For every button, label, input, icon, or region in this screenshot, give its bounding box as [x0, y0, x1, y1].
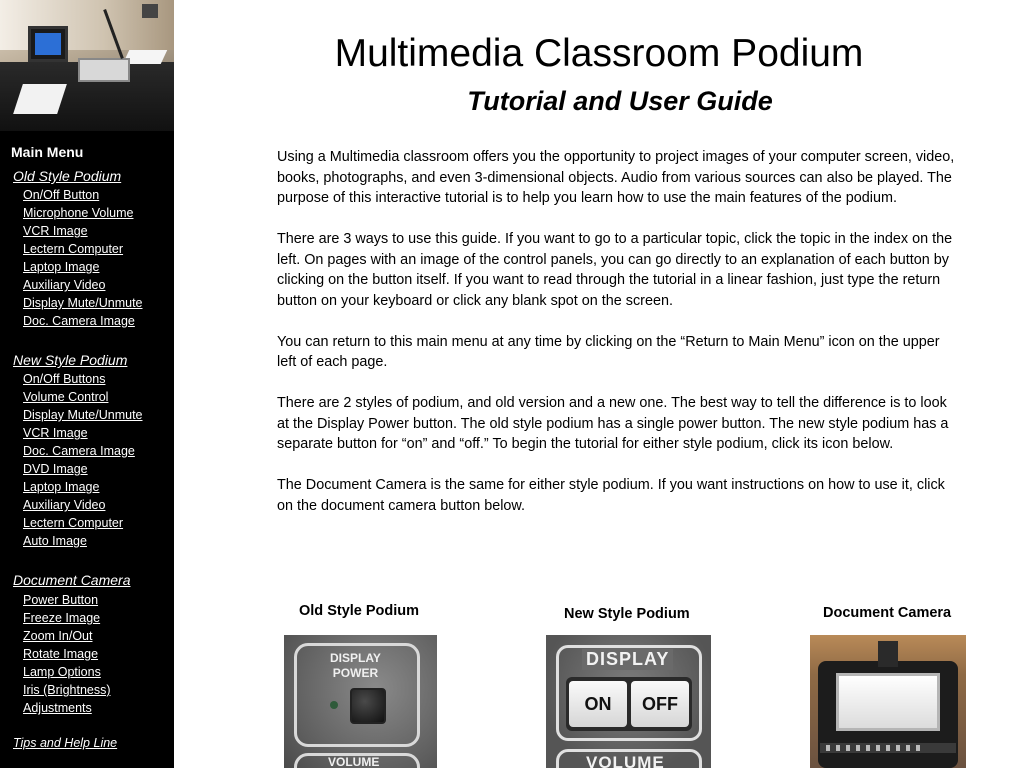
- sidebar-item-display-mute-unmute[interactable]: Display Mute/Unmute: [23, 296, 143, 310]
- new-style-podium-label: New Style Podium: [564, 606, 690, 622]
- old-style-podium-label: Old Style Podium: [299, 603, 420, 619]
- new-style-podium-button[interactable]: [546, 635, 711, 768]
- old-style-podium-button[interactable]: [284, 635, 437, 768]
- page-subtitle: Tutorial and User Guide: [467, 86, 773, 116]
- sidebar-item-power-button[interactable]: Power Button: [23, 593, 99, 607]
- sidebar-item-laptop-image-new[interactable]: Laptop Image: [23, 480, 100, 494]
- sidebar-item-on-off-buttons[interactable]: On/Off Buttons: [23, 372, 106, 386]
- sidebar-item-freeze-image[interactable]: Freeze Image: [23, 611, 101, 625]
- sidebar-item-on-off-button[interactable]: On/Off Button: [23, 188, 100, 202]
- sidebar-item-iris-brightness[interactable]: Iris (Brightness): [23, 683, 111, 697]
- intro-paragraph-2: There are 3 ways to use this guide. If you want to go to a particular topic, click the topic in the index on the left. On pages with an image of the control panels, you can go directly to an explanation of each button by clicking on the button itself. If you want to read through the tutorial in a linear fashion, just type the return button on your keyboard or click any blank spot on the screen.: [277, 231, 953, 309]
- on-button-icon: ON: [569, 681, 627, 727]
- sidebar-section-document-camera[interactable]: Document Camera: [13, 572, 131, 588]
- page-title: Multimedia Classroom Podium: [334, 32, 864, 75]
- sidebar-item-volume-control[interactable]: Volume Control: [23, 390, 109, 404]
- old-display-power-text: DISPLAY POWER: [330, 651, 381, 680]
- document-camera-label: Document Camera: [823, 605, 952, 621]
- sidebar-item-auxiliary-video[interactable]: Auxiliary Video: [23, 278, 106, 292]
- podium-photo: [0, 0, 174, 131]
- sidebar-item-doc-camera-image-new[interactable]: Doc. Camera Image: [23, 444, 135, 458]
- power-led-icon: [330, 701, 338, 709]
- sidebar-item-zoom-in-out[interactable]: Zoom In/Out: [23, 629, 93, 643]
- sidebar-item-dvd-image[interactable]: DVD Image: [23, 462, 88, 476]
- intro-paragraph-5: The Document Camera is the same for either style podium. If you want instructions on how to use it, click on the document camera button below.: [277, 477, 945, 514]
- sidebar-item-laptop-image[interactable]: Laptop Image: [23, 260, 100, 274]
- sidebar-section-old-style-podium[interactable]: Old Style Podium: [13, 168, 122, 184]
- intro-paragraph-3: You can return to this main menu at any time by clicking on the “Return to Main Menu” icon on the upper left of each page.: [277, 333, 940, 370]
- sidebar: [0, 0, 174, 768]
- sidebar-item-lectern-computer[interactable]: Lectern Computer: [23, 242, 124, 256]
- sidebar-item-tips-help-line[interactable]: Tips and Help Line: [13, 736, 118, 750]
- sidebar-item-adjustments[interactable]: Adjustments: [23, 701, 92, 715]
- new-display-text: DISPLAY: [582, 649, 673, 670]
- sidebar-item-auxiliary-video-new[interactable]: Auxiliary Video: [23, 498, 106, 512]
- old-volume-text: VOLUME: [328, 755, 380, 768]
- sidebar-item-lamp-options[interactable]: Lamp Options: [23, 665, 101, 679]
- new-volume-text: VOLUME: [586, 753, 665, 768]
- sidebar-item-vcr-image[interactable]: VCR Image: [23, 224, 88, 238]
- sidebar-item-microphone-volume[interactable]: Microphone Volume: [23, 206, 134, 220]
- sidebar-section-new-style-podium[interactable]: New Style Podium: [13, 352, 128, 368]
- power-button-icon: [350, 688, 386, 724]
- sidebar-item-auto-image[interactable]: Auto Image: [23, 534, 87, 548]
- document-camera-button[interactable]: [810, 635, 966, 768]
- off-button-icon: OFF: [631, 681, 689, 727]
- intro-text: [277, 147, 959, 537]
- intro-paragraph-4: There are 2 styles of podium, and old version and a new one. The best way to tell the difference is to look at the Display Power button. The old style podium has a single power button. The new style podium has a separate button for “on” and “off.” To begin the tutorial for either style podium, click its icon below.: [277, 395, 949, 452]
- sidebar-item-rotate-image[interactable]: Rotate Image: [23, 647, 99, 661]
- sidebar-item-display-mute-unmute-new[interactable]: Display Mute/Unmute: [23, 408, 143, 422]
- sidebar-item-lectern-computer-new[interactable]: Lectern Computer: [23, 516, 124, 530]
- sidebar-item-doc-camera-image[interactable]: Doc. Camera Image: [23, 314, 135, 328]
- sidebar-item-vcr-image-new[interactable]: VCR Image: [23, 426, 88, 440]
- intro-paragraph-1: Using a Multimedia classroom offers you the opportunity to project images of your computer screen, video, books, photographs, and even 3-dimensional objects. Audio from various sources can also be played. The purpose of this interactive tutorial is to help you learn how to use the main features of the podium.: [277, 149, 955, 206]
- main-menu-title: Main Menu: [11, 144, 84, 160]
